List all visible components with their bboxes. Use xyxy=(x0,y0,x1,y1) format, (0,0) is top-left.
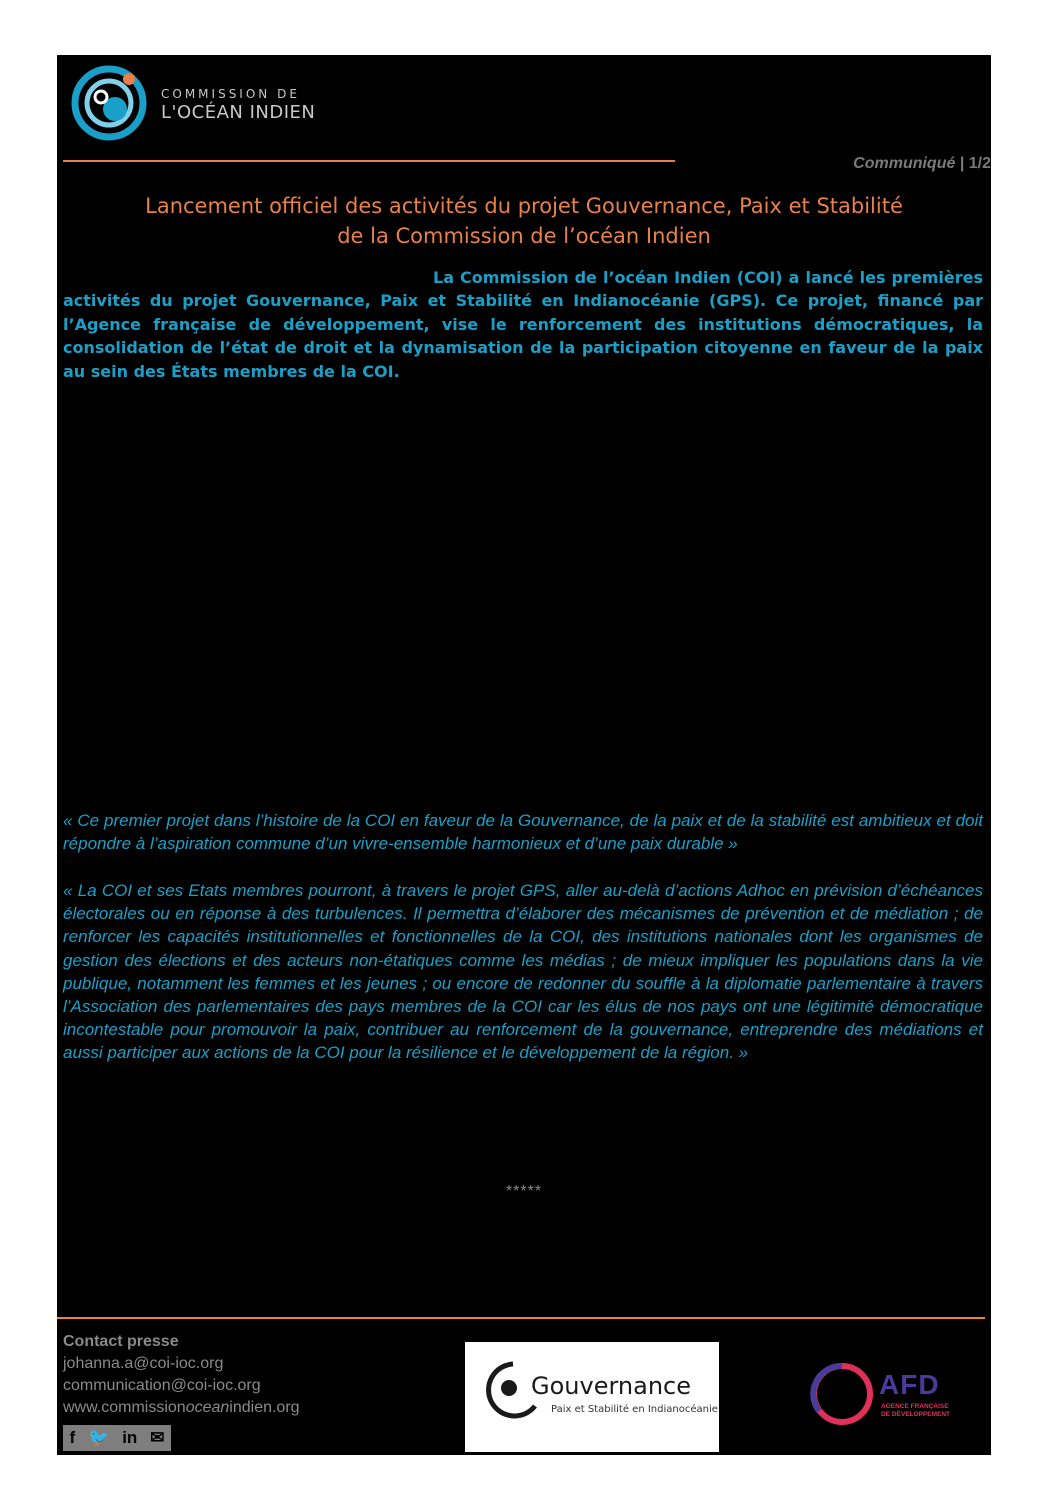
contact-website[interactable] xyxy=(63,1397,300,1419)
contact-email-2[interactable]: communication@coi-ioc.org xyxy=(63,1377,261,1394)
website-prefix: www.commission xyxy=(63,1399,186,1416)
website-italic: ocean xyxy=(185,1399,230,1416)
title-line2: de la Commission de l’océan Indien xyxy=(337,224,711,248)
gouvernance-logo xyxy=(465,1342,719,1452)
gouvernance-subtitle: Paix et Stabilité en Indianocéanie xyxy=(551,1404,718,1415)
footer-divider xyxy=(57,1317,985,1319)
facebook-icon[interactable]: f xyxy=(69,1428,76,1447)
afd-title: AFD xyxy=(879,1369,940,1400)
document-page xyxy=(57,55,991,1455)
coi-logo-icon xyxy=(71,63,151,143)
coi-logo xyxy=(71,63,331,143)
afd-subtitle-line2: DE DÉVELOPPEMENT xyxy=(881,1411,950,1418)
section-separator: ***** xyxy=(505,1183,543,1200)
contact-email-1[interactable]: johanna.a@coi-ioc.org xyxy=(63,1355,224,1372)
email-icon[interactable]: ✉ xyxy=(150,1428,165,1447)
afd-logo xyxy=(807,1355,967,1435)
header-divider xyxy=(63,160,675,162)
afd-logo-icon xyxy=(807,1359,877,1429)
afd-subtitle xyxy=(881,1403,950,1419)
press-contact xyxy=(63,1331,300,1419)
lead-paragraph: La Commission de l’océan Indien (COI) a lancé les premières activités du projet Gouvernance, Paix et Stabilité en Indianocéanie (GPS). Ce projet, financé par l’Agence française de développement, vise le renforcement des institutions démocratiques, la consolidation de l’état de droit et la dynamisation de la participation citoyenne en faveur de la paix au sein des États membres de la COI. xyxy=(63,268,983,381)
quote-1: « Ce premier projet dans l’histoire de la COI en faveur de la Gouvernance, de la paix et de la stabilité est ambitieux et doit répondre à l’aspiration commune d’un vivre-ensemble harmonieux et d’une paix durable » xyxy=(63,811,983,854)
contact-heading: Contact presse xyxy=(63,1333,179,1350)
website-suffix: indien.org xyxy=(229,1399,300,1416)
quote-2: « La COI et ses Etats membres pourront, à travers le projet GPS, aller au-delà d’actions Adhoc en prévision d’échéances électorales ou en réponse à des turbulences. Il permettra d’élaborer des mécanismes de prévention et de médiation ; de renforcer les capacités institutionnelles et fonctionnelles de la COI, des institutions nationales dont les organismes de gestion des élections et des acteurs non-étatiques comme les médias ; de mieux impliquer les populations dans la vie publique, notamment les femmes et les jeunes ; ou encore de redonner du souffle à la diplomatie parlementaire à travers l’Association des parlementaires des pays membres de la COI car les élus de nos pays ont une légitimité démocratique incontestable pour promouvoir la paix, contribuer au renforcement de la gouvernance, entreprendre des médiations et aussi participer aux actions de la COI pour la résilience et le développement de la région. » xyxy=(63,881,983,1063)
page-title xyxy=(57,191,991,251)
gouvernance-title: Gouvernance xyxy=(531,1372,691,1400)
title-line1: Lancement officiel des activités du projet Gouvernance, Paix et Stabilité xyxy=(145,194,903,218)
communique-text: Communiqué xyxy=(853,155,956,172)
social-links xyxy=(63,1425,171,1451)
communique-label xyxy=(853,155,991,173)
logo-line1: COMMISSION DE xyxy=(161,87,300,101)
logo-line2: L'OCÉAN INDIEN xyxy=(161,102,316,123)
afd-subtitle-line1: AGENCE FRANÇAISE xyxy=(881,1403,949,1410)
twitter-icon[interactable]: 🐦 xyxy=(88,1428,110,1447)
page-indicator: | 1/2 xyxy=(959,155,991,172)
linkedin-icon[interactable]: in xyxy=(122,1428,138,1447)
